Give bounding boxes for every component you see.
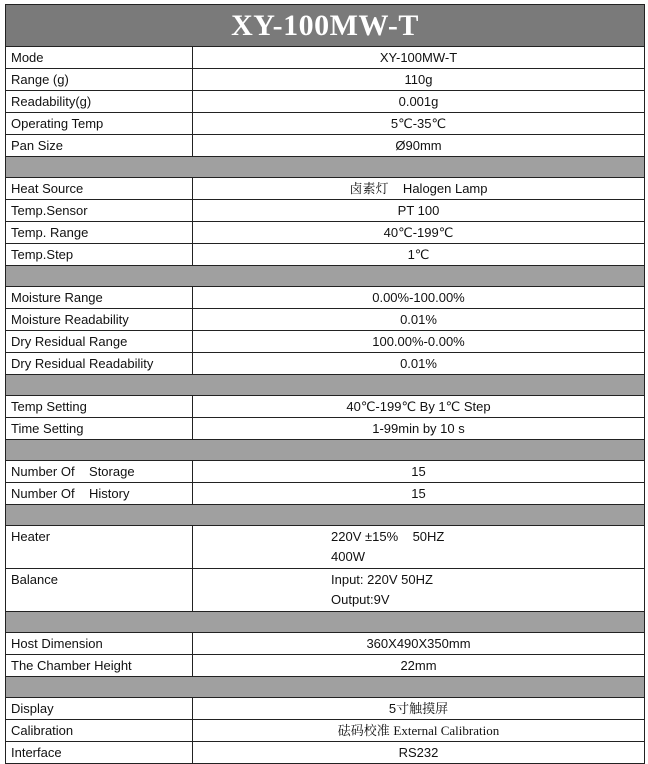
number-of-storage-label: Number Of Storage <box>6 461 193 483</box>
section-separator <box>6 157 645 178</box>
heat-source-label: Heat Source <box>6 178 193 200</box>
moisture-range-value: 0.00%-100.00% <box>193 287 645 309</box>
host-dimension-label: Host Dimension <box>6 633 193 655</box>
table-row <box>6 113 645 135</box>
temp-range-label: Temp. Range <box>6 222 193 244</box>
temp-sensor-label: Temp.Sensor <box>6 200 193 222</box>
mode-value: XY-100MW-T <box>193 47 645 69</box>
balance-value-line1: Input: 220V 50HZ <box>331 572 433 587</box>
calibration-value-cn: 砝码校准 <box>337 723 390 738</box>
display-label: Display <box>6 698 193 720</box>
table-row <box>6 655 645 677</box>
temp-setting-label: Temp Setting <box>6 396 193 418</box>
table-row <box>6 178 645 200</box>
table-row <box>6 244 645 266</box>
number-of-history-label: Number Of History <box>6 483 193 505</box>
interface-label: Interface <box>6 742 193 764</box>
time-setting-label: Time Setting <box>6 418 193 440</box>
pan-size-label: Pan Size <box>6 135 193 157</box>
heat-source-value: 卤素灯 Halogen Lamp <box>193 178 645 200</box>
temp-step-value: 1℃ <box>193 244 645 266</box>
table-row <box>6 569 645 612</box>
section-separator <box>6 375 645 396</box>
separator-cell <box>6 612 645 633</box>
readability-value: 0.001g <box>193 91 645 113</box>
chamber-height-value: 22mm <box>193 655 645 677</box>
balance-value <box>193 569 645 612</box>
heater-value <box>193 526 645 569</box>
balance-label: Balance <box>6 569 193 612</box>
separator-cell <box>6 157 645 178</box>
separator-cell <box>6 677 645 698</box>
range-value: 110g <box>193 69 645 91</box>
range-label: Range (g) <box>6 69 193 91</box>
temp-setting-value: 40℃-199℃ By 1℃ Step <box>193 396 645 418</box>
table-row <box>6 353 645 375</box>
time-setting-value: 1-99min by 10 s <box>193 418 645 440</box>
mode-label: Mode <box>6 47 193 69</box>
pan-size-value: Ø90mm <box>193 135 645 157</box>
separator-cell <box>6 440 645 461</box>
table-row <box>6 418 645 440</box>
readability-label: Readability(g) <box>6 91 193 113</box>
calibration-label: Calibration <box>6 720 193 742</box>
table-row <box>6 287 645 309</box>
host-dimension-value: 360X490X350mm <box>193 633 645 655</box>
heater-value-line2: 400W <box>331 549 365 564</box>
number-of-storage-value: 15 <box>193 461 645 483</box>
table-row <box>6 698 645 720</box>
table-title: XY-100MW-T <box>6 5 645 47</box>
chamber-height-label: The Chamber Height <box>6 655 193 677</box>
table-row <box>6 396 645 418</box>
section-separator <box>6 440 645 461</box>
table-row <box>6 309 645 331</box>
table-row <box>6 135 645 157</box>
temp-sensor-value: PT 100 <box>193 200 645 222</box>
section-separator <box>6 505 645 526</box>
title-row <box>6 5 645 47</box>
table-row <box>6 720 645 742</box>
table-row <box>6 91 645 113</box>
dry-residual-range-label: Dry Residual Range <box>6 331 193 353</box>
table-row <box>6 200 645 222</box>
table-row <box>6 331 645 353</box>
table-row <box>6 461 645 483</box>
section-separator <box>6 612 645 633</box>
moisture-readability-value: 0.01% <box>193 309 645 331</box>
section-separator <box>6 266 645 287</box>
operating-temp-label: Operating Temp <box>6 113 193 135</box>
heater-label: Heater <box>6 526 193 569</box>
table-row <box>6 742 645 764</box>
operating-temp-value: 5℃-35℃ <box>193 113 645 135</box>
spec-table <box>5 4 645 764</box>
moisture-readability-label: Moisture Readability <box>6 309 193 331</box>
dry-residual-range-value: 100.00%-0.00% <box>193 331 645 353</box>
dry-residual-readability-label: Dry Residual Readability <box>6 353 193 375</box>
moisture-range-label: Moisture Range <box>6 287 193 309</box>
display-value: 5寸触摸屏 <box>193 698 645 720</box>
table-row <box>6 483 645 505</box>
balance-value-line2: Output:9V <box>331 592 390 607</box>
interface-value: RS232 <box>193 742 645 764</box>
separator-cell <box>6 266 645 287</box>
temp-step-label: Temp.Step <box>6 244 193 266</box>
calibration-value <box>193 720 645 742</box>
heater-value-line1: 220V ±15% 50HZ <box>331 529 445 544</box>
calibration-value-en: External Calibration <box>393 723 500 738</box>
table-row <box>6 69 645 91</box>
table-row <box>6 526 645 569</box>
temp-range-value: 40℃-199℃ <box>193 222 645 244</box>
table-row <box>6 47 645 69</box>
table-row <box>6 633 645 655</box>
table-row <box>6 222 645 244</box>
separator-cell <box>6 505 645 526</box>
number-of-history-value: 15 <box>193 483 645 505</box>
section-separator <box>6 677 645 698</box>
dry-residual-readability-value: 0.01% <box>193 353 645 375</box>
separator-cell <box>6 375 645 396</box>
